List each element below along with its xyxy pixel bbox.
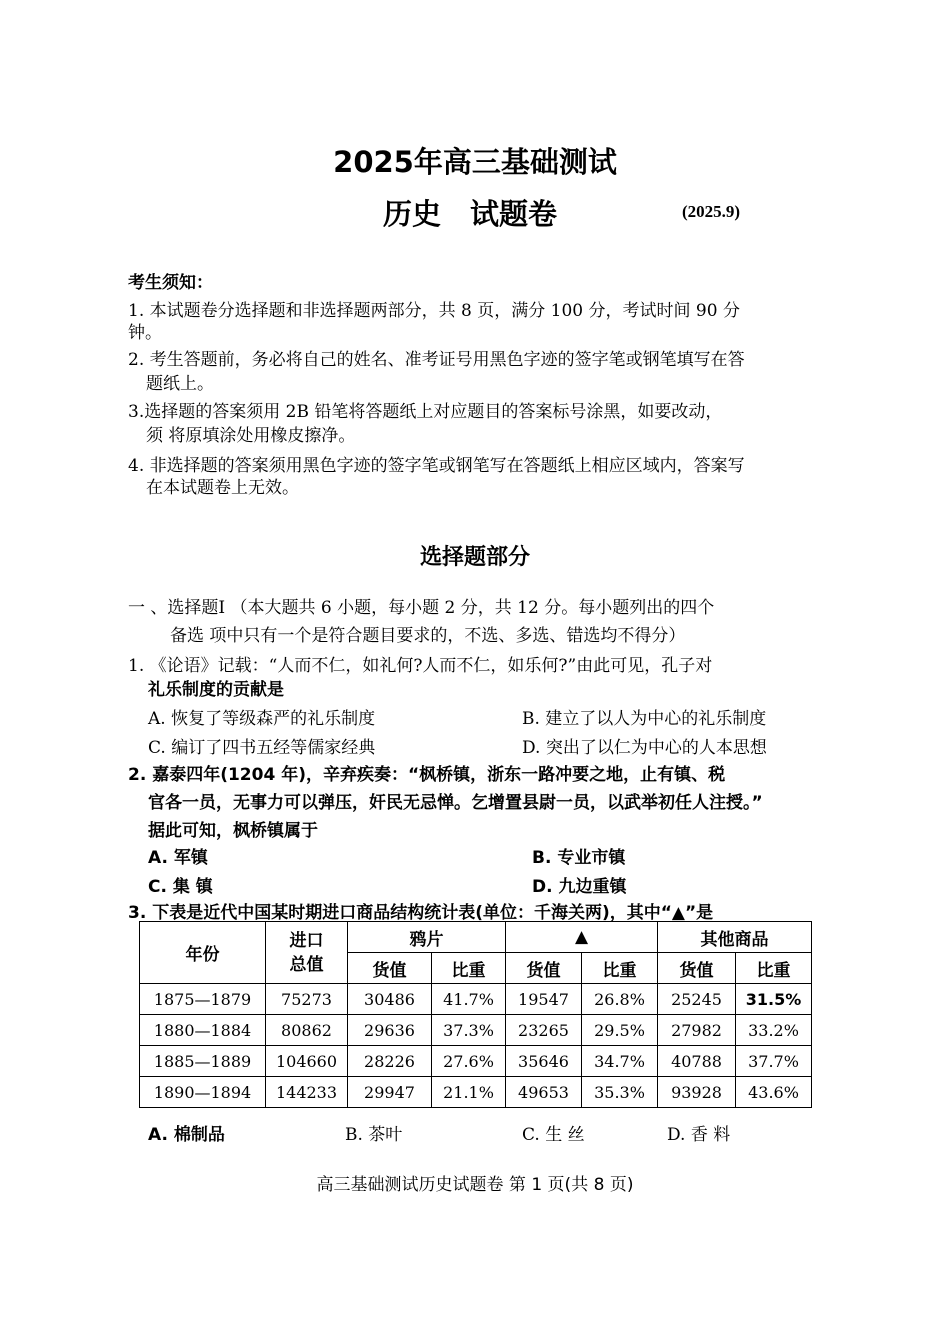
table-cell: 37.3% <box>432 1015 506 1046</box>
q1-stem: 1. 《论语》记载：“人而不仁，如礼何?人而不仁，如乐何?”由此可见，孔子对 <box>128 656 713 676</box>
page-footer: 高三基础测试历史试题卷 第 1 页(共 8 页) <box>316 1175 634 1195</box>
q3-option-a: A. 棉制品 <box>148 1125 225 1145</box>
part-instructions: 一 、选择题Ⅰ （本大题共 6 小题，每小题 2 分，共 12 分。每小题列出的四个 <box>128 598 715 618</box>
notice-heading: 考生须知： <box>128 273 213 293</box>
notice-line: 在本试题卷上无效。 <box>146 478 299 498</box>
table-cell: 1890—1894 <box>140 1077 266 1108</box>
table-cell: 41.7% <box>432 984 506 1015</box>
table-cell: 43.6% <box>736 1077 812 1108</box>
table-cell: 35.3% <box>582 1077 658 1108</box>
table-cell: 26.8% <box>582 984 658 1015</box>
table-cell: 21.1% <box>432 1077 506 1108</box>
table-row <box>140 1015 812 1046</box>
table-cell: 28226 <box>348 1046 432 1077</box>
table-cell: 144233 <box>266 1077 348 1108</box>
q2-option-c: C. 集 镇 <box>148 877 213 897</box>
table-cell: 1880—1884 <box>140 1015 266 1046</box>
table-cell: 35646 <box>506 1046 582 1077</box>
table-row <box>140 1046 812 1077</box>
exam-title: 2025年高三基础测试 <box>333 145 617 179</box>
notice-line: 1. 本试题卷分选择题和非选择题两部分，共 8 页，满分 100 分，考试时间 90 分 <box>128 301 740 321</box>
notice-line: 3.选择题的答案须用 2B 铅笔将答题纸上对应题目的答案标号涂黑，如要改动， <box>128 402 723 422</box>
header-opium: 鸦片 <box>348 922 506 953</box>
table-cell: 93928 <box>658 1077 736 1108</box>
header-year: 年份 <box>140 922 266 984</box>
header-triangle: ▲ <box>506 922 658 953</box>
table-cell: 1885—1889 <box>140 1046 266 1077</box>
q1-option-b: B. 建立了以人为中心的礼乐制度 <box>522 709 767 729</box>
table-cell: 80862 <box>266 1015 348 1046</box>
table-cell: 27982 <box>658 1015 736 1046</box>
table-cell: 75273 <box>266 984 348 1015</box>
q2-option-b: B. 专业市镇 <box>532 848 626 868</box>
table-cell: 31.5% <box>736 984 812 1015</box>
table-cell: 23265 <box>506 1015 582 1046</box>
table-cell: 29636 <box>348 1015 432 1046</box>
table-cell: 49653 <box>506 1077 582 1108</box>
q3-stem: 3. 下表是近代中国某时期进口商品结构统计表(单位：千海关两)，其中“▲”是 <box>128 903 714 923</box>
q1-stem: 礼乐制度的贡献是 <box>148 680 284 700</box>
q1-option-d: D. 突出了以仁为中心的人本思想 <box>522 738 767 758</box>
table-cell: 29947 <box>348 1077 432 1108</box>
q1-option-a: A. 恢复了等级森严的礼乐制度 <box>148 709 376 729</box>
table-cell: 34.7% <box>582 1046 658 1077</box>
header-value: 货值 <box>506 953 582 984</box>
table-cell: 27.6% <box>432 1046 506 1077</box>
q3-option-d: D. 香 料 <box>667 1125 731 1145</box>
q3-option-c: C. 生 丝 <box>522 1125 585 1145</box>
q1-option-c: C. 编订了四书五经等儒家经典 <box>148 738 376 758</box>
notice-line: 钟。 <box>128 323 162 343</box>
header-total: 进口总值 <box>266 922 348 984</box>
exam-date: (2025.9) <box>682 202 741 221</box>
table-cell: 40788 <box>658 1046 736 1077</box>
q2-stem: 官各一员，无事力可以弹压，奸民无忌惮。乞增置县尉一员，以武举初任人注授。” <box>148 793 763 813</box>
table-cell: 30486 <box>348 984 432 1015</box>
table-cell: 37.7% <box>736 1046 812 1077</box>
table-cell: 1875—1879 <box>140 984 266 1015</box>
exam-subtitle: 历史 试题卷 <box>383 197 558 231</box>
import-structure-table <box>139 921 812 1108</box>
q2-option-a: A. 军镇 <box>148 848 208 868</box>
notice-line: 须 将原填涂处用橡皮擦净。 <box>146 426 356 446</box>
table-cell: 25245 <box>658 984 736 1015</box>
table-cell: 33.2% <box>736 1015 812 1046</box>
table-row <box>140 984 812 1015</box>
q2-stem: 2. 嘉泰四年(1204 年)，辛弃疾奏：“枫桥镇，浙东一路冲要之地，止有镇、税 <box>128 765 726 785</box>
q2-option-d: D. 九边重镇 <box>532 877 627 897</box>
header-value: 货值 <box>348 953 432 984</box>
notice-line: 2. 考生答题前，务必将自己的姓名、准考证号用黑色字迹的签字笔或钢笔填写在答 <box>128 350 745 370</box>
part-instructions: 备选 项中只有一个是符合题目要求的，不选、多选、错选均不得分） <box>170 626 686 646</box>
header-ratio: 比重 <box>432 953 506 984</box>
q2-stem: 据此可知，枫桥镇属于 <box>148 821 318 841</box>
table-cell: 104660 <box>266 1046 348 1077</box>
notice-line: 题纸上。 <box>146 374 214 394</box>
header-value: 货值 <box>658 953 736 984</box>
q3-option-b: B. 茶叶 <box>345 1125 403 1145</box>
section-title: 选择题部分 <box>419 545 530 570</box>
header-other: 其他商品 <box>658 922 812 953</box>
table-cell: 29.5% <box>582 1015 658 1046</box>
header-ratio: 比重 <box>736 953 812 984</box>
header-ratio: 比重 <box>582 953 658 984</box>
table-row <box>140 1077 812 1108</box>
table-cell: 19547 <box>506 984 582 1015</box>
notice-line: 4. 非选择题的答案须用黑色字迹的签字笔或钢笔写在答题纸上相应区域内，答案写 <box>128 456 745 476</box>
